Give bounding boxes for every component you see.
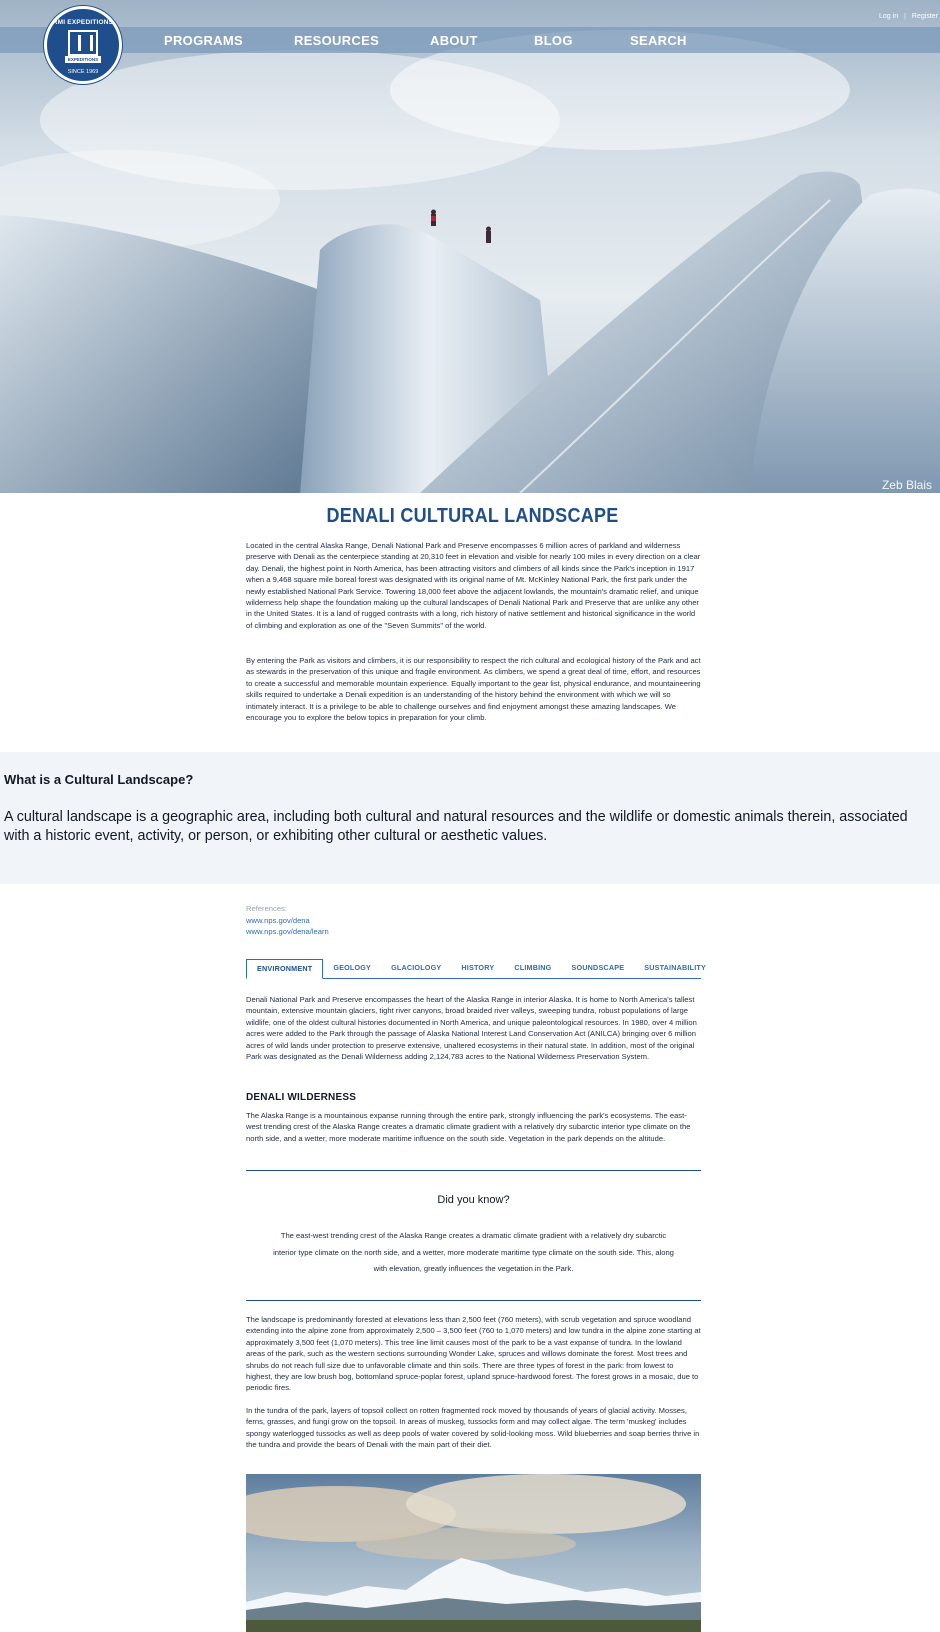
did-you-know-top-divider — [246, 1170, 701, 1171]
intro-paragraph-2: By entering the Park as visitors and climbers, it is our responsibility to respect the rich cultural and ecological history of the Park and act as stewards in the preservation of this unique and fragile environment. As climbers, we spend a great deal of time, effort, and resources to create a successful and memorable mountain experience. Equally important to the gear list, physical endurance, and mountaineering skills required to undertake a Denali expedition is an understanding of the history behind the environment with which we will so intimately interact. It is a privilege to be able to challenge ourselves and find enjoyment amongst these amazing landscapes. We encourage you to explore the below topics in preparation for your climb. — [246, 656, 701, 723]
logo-band-text: EXPEDITIONS — [65, 56, 101, 63]
page-title: DENALI CULTURAL LANDSCAPE — [326, 505, 619, 527]
did-you-know-heading: Did you know? — [437, 1194, 510, 1206]
did-you-know-text: The east-west trending crest of the Alaska Range creates a dramatic climate gradient with a relatively dry subarctic interior type climate on the north side, and a wetter, more moderate maritime type climate on the south side. This, along with elevation, greatly influences the vegetation in the Park. — [273, 1231, 674, 1273]
register-link[interactable]: Register — [911, 13, 938, 20]
logo-top-text: RMI EXPEDITIONS — [52, 19, 114, 26]
denali-wilderness-heading: DENALI WILDERNESS — [246, 1092, 357, 1103]
hero-image — [0, 0, 940, 493]
nav-programs[interactable]: PROGRAMS — [164, 33, 243, 48]
tab-glaciology[interactable]: GLACIOLOGY — [391, 963, 442, 972]
environment-paragraph-4: In the tundra of the park, layers of topsoil collect on rotten fragmented rock moved by thousands of years of glacial activity. Mosses, ferns, grasses, and fungi grow on the topsoil. In areas of muskeg, tussocks form and may collect algae. The term 'muskeg' includes spongy waterlogged tussocks as well as deep pools of water covered by solid-looking moss. Wild blueberries and soap berries thrive in the tundra and provide the bears of Denali with the main part of their diet. — [246, 1406, 700, 1450]
tab-climbing[interactable]: CLIMBING — [514, 963, 552, 972]
logo-mark-icon — [68, 30, 98, 56]
nav-blog[interactable]: BLOG — [534, 33, 573, 48]
nav-search[interactable]: SEARCH — [630, 33, 687, 48]
definition-text: A cultural landscape is a geographic area, including both cultural and natural resources and the wildlife or domestic animals therein, associated with a historic event, activity, or person, or exhibiting other cultural or aesthetic values. — [4, 809, 908, 844]
tab-sustainability[interactable]: SUSTAINABILITY — [644, 963, 706, 972]
environment-paragraph-1: Denali National Park and Preserve encompasses the heart of the Alaska Range in interior Alaska. It is home to North America's tallest mountain, extensive mountain glaciers, tight river canyons, broad braided river valleys, sweeping tundra, robust populations of large wildlife, one of the oldest cultural histories documented in North America, and unique paleontological resources. In 1980, over 4 million acres were added to the Park through the passage of Alaska National Interest Land Conservation Act (ANILCA) bringing over 6 million acres of wild lands under protection to preserve extensive, unaltered ecosystems in their natural state. In addition, most of the original Park was designated as the Denali Wilderness adding 2,124,783 acres to the National Wilderness Preservation System. — [246, 995, 697, 1062]
rmi-logo[interactable] — [44, 6, 122, 84]
hero-mountain-photo — [0, 0, 940, 493]
denali-landscape-photo — [246, 1474, 701, 1632]
main-navigation — [0, 27, 940, 53]
account-separator: | — [904, 13, 906, 20]
nav-about[interactable]: ABOUT — [430, 33, 478, 48]
login-link[interactable]: Log in — [879, 13, 899, 20]
tab-history[interactable]: HISTORY — [461, 963, 495, 972]
tab-environment[interactable]: ENVIRONMENT — [246, 959, 323, 979]
references — [246, 903, 701, 938]
denali-landscape-image — [246, 1474, 701, 1632]
intro-paragraph-1: Located in the central Alaska Range, Denali National Park and Preserve encompasses 6 million acres of parkland and wilderness preserve with Denali as the centerpiece standing at 20,310 feet in elevation and visible for nearly 100 miles in every direction on a clear day. Denali, the highest point in North America, has been attracting visitors and climbers of all kinds since the Park's inception in 1917 when a 9,468 square mile boreal forest was designated with its original name of Mt. McKinley National Park, the first park under the newly established National Park Service. Towering 18,000 feet above the adjacent lowlands, the mountain's dramatic relief, and unique wilderness help shape the foundation making up the cultural landscapes of Denali National Park and Preserve that are unlike any other in the United States. It is a land of rugged contrasts with a long, rich history of native settlement and historical significance in the world of climbing and exploration as one of the "Seven Summits" of the world. — [246, 541, 701, 630]
references-label: References: — [246, 904, 287, 913]
reference-link-dena-learn[interactable]: www.nps.gov/dena/learn — [246, 927, 329, 936]
environment-paragraph-2: The Alaska Range is a mountainous expanse running through the entire park, strongly influencing the park's ecosystems. The east-west trending crest of the Alaska Range creates a dramatic climate gradient with a relatively dry subarctic interior type climate on the north side, and a wetter, more moderate maritime influence on the south side. Vegetation in the park depends on the altitude. — [246, 1111, 691, 1143]
tab-soundscape[interactable]: SOUNDSCAPE — [571, 963, 625, 972]
definition-heading: What is a Cultural Landscape? — [4, 772, 194, 787]
tab-geology[interactable]: GEOLOGY — [333, 963, 372, 972]
topic-tabs — [246, 959, 706, 979]
account-links — [879, 13, 938, 20]
nav-resources[interactable]: RESOURCES — [294, 33, 380, 48]
logo-since-text: SINCE 1969 — [67, 69, 99, 75]
did-you-know-bottom-divider — [246, 1300, 701, 1301]
photo-credit: Zeb Blais — [881, 478, 932, 492]
definition-band — [0, 752, 940, 884]
environment-paragraph-3: The landscape is predominantly forested at elevations less than 2,500 feet (760 meters), with scrub vegetation and spruce woodland extending into the alpine zone from approximately 2,500 – 3,500 feet (760 to 1,070 meters) and low tundra in the alpine zone starting at approximately 3,500 feet (1,070 meters). This tree line limit causes most of the park to be a vast expanse of tundra. In the lowland areas of the park, such as the western sections surrounding Wonder Lake, spruces and willows dominate the forest. Most trees and shrubs do not reach full size due to unfavorable climate and thin soils. There are three types of forest in the park: from lowest to highest, they are low brush bog, bottomland spruce-poplar forest, upland spruce-hardwood forest. The forest grows in a mosaic, due to periodic fires. — [246, 1315, 701, 1393]
reference-link-dena[interactable]: www.nps.gov/dena — [246, 915, 310, 925]
